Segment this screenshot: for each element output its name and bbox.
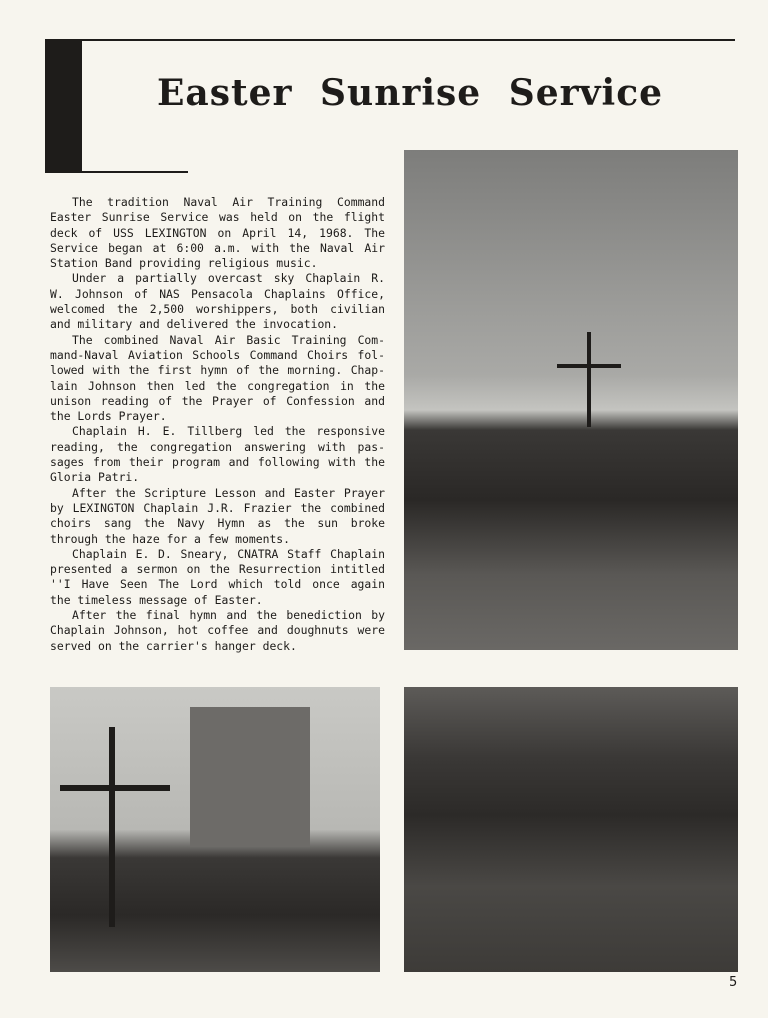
article-line: lain Johnson then led the congregation in the xyxy=(50,378,385,393)
page-number: 5 xyxy=(729,975,738,990)
article-line: The tradition Naval Air Training Command xyxy=(72,195,385,209)
photo-crowd-hangar-deck xyxy=(404,687,738,972)
article-line: After the final hymn and the benediction by xyxy=(72,608,385,623)
article-line: choirs sang the Navy Hymn as the sun broke xyxy=(50,516,385,531)
photo-cross-and-carrier-island xyxy=(50,687,380,972)
article-line: by LEXINGTON Chaplain J.R. Frazier the combined xyxy=(50,500,385,515)
header-bottom-rule xyxy=(45,171,188,173)
article-line: mand-Naval Aviation Schools Command Choirs fol- xyxy=(50,347,385,362)
article-line: The combined Naval Air Basic Training Com- xyxy=(72,332,385,347)
page-title: Easter Sunrise Service xyxy=(156,72,664,114)
article-line: welcomed the 2,500 worshippers, both civilian xyxy=(50,302,385,317)
article-line: served on the carrier's hanger deck. xyxy=(50,638,297,653)
article-line: Easter Sunrise Service was held on the flight xyxy=(50,210,385,225)
article-line: Chaplain E. D. Sneary, CNATRA Staff Chaplain xyxy=(72,546,385,561)
article-line: and military and delivered the invocation. xyxy=(50,317,339,332)
header-rule xyxy=(45,39,735,41)
article-line: Chaplain H. E. Tillberg led the responsive xyxy=(72,424,385,439)
header-black-bar xyxy=(45,40,82,172)
article-line: W. Johnson of NAS Pensacola Chaplains Office, xyxy=(50,286,385,301)
article-line: Station Band providing religious music. xyxy=(50,256,318,271)
article-line: unison reading of the Prayer of Confession and xyxy=(50,393,385,408)
article-line: presented a sermon on the Resurrection intitled xyxy=(50,562,385,577)
article-line: After the Scripture Lesson and Easter Prayer xyxy=(72,485,385,500)
article-line: Gloria Patri. xyxy=(50,470,140,485)
article-line: Chaplain Johnson, hot coffee and doughnuts were xyxy=(50,623,385,638)
article-line: ''I Have Seen The Lord which told once again xyxy=(50,577,385,592)
article-line: sages from their program and following with the xyxy=(50,455,385,470)
article-line: the timeless message of Easter. xyxy=(50,592,263,607)
article-line: through the haze for a few moments. xyxy=(50,531,291,546)
article-line: Service began at 6:00 a.m. with the Naval Air xyxy=(50,240,385,255)
article-line: the Lords Prayer. xyxy=(50,409,167,424)
article-body xyxy=(50,195,385,654)
article-line: reading, the congregation answering with pas- xyxy=(50,439,385,454)
article-line: Under a partially overcast sky Chaplain R. xyxy=(72,271,385,286)
article-line: lowed with the first hymn of the morning. Chap- xyxy=(50,363,385,378)
photo-service-on-flight-deck xyxy=(404,150,738,650)
article-line: deck of USS LEXINGTON on April 14, 1968. The xyxy=(50,225,385,240)
